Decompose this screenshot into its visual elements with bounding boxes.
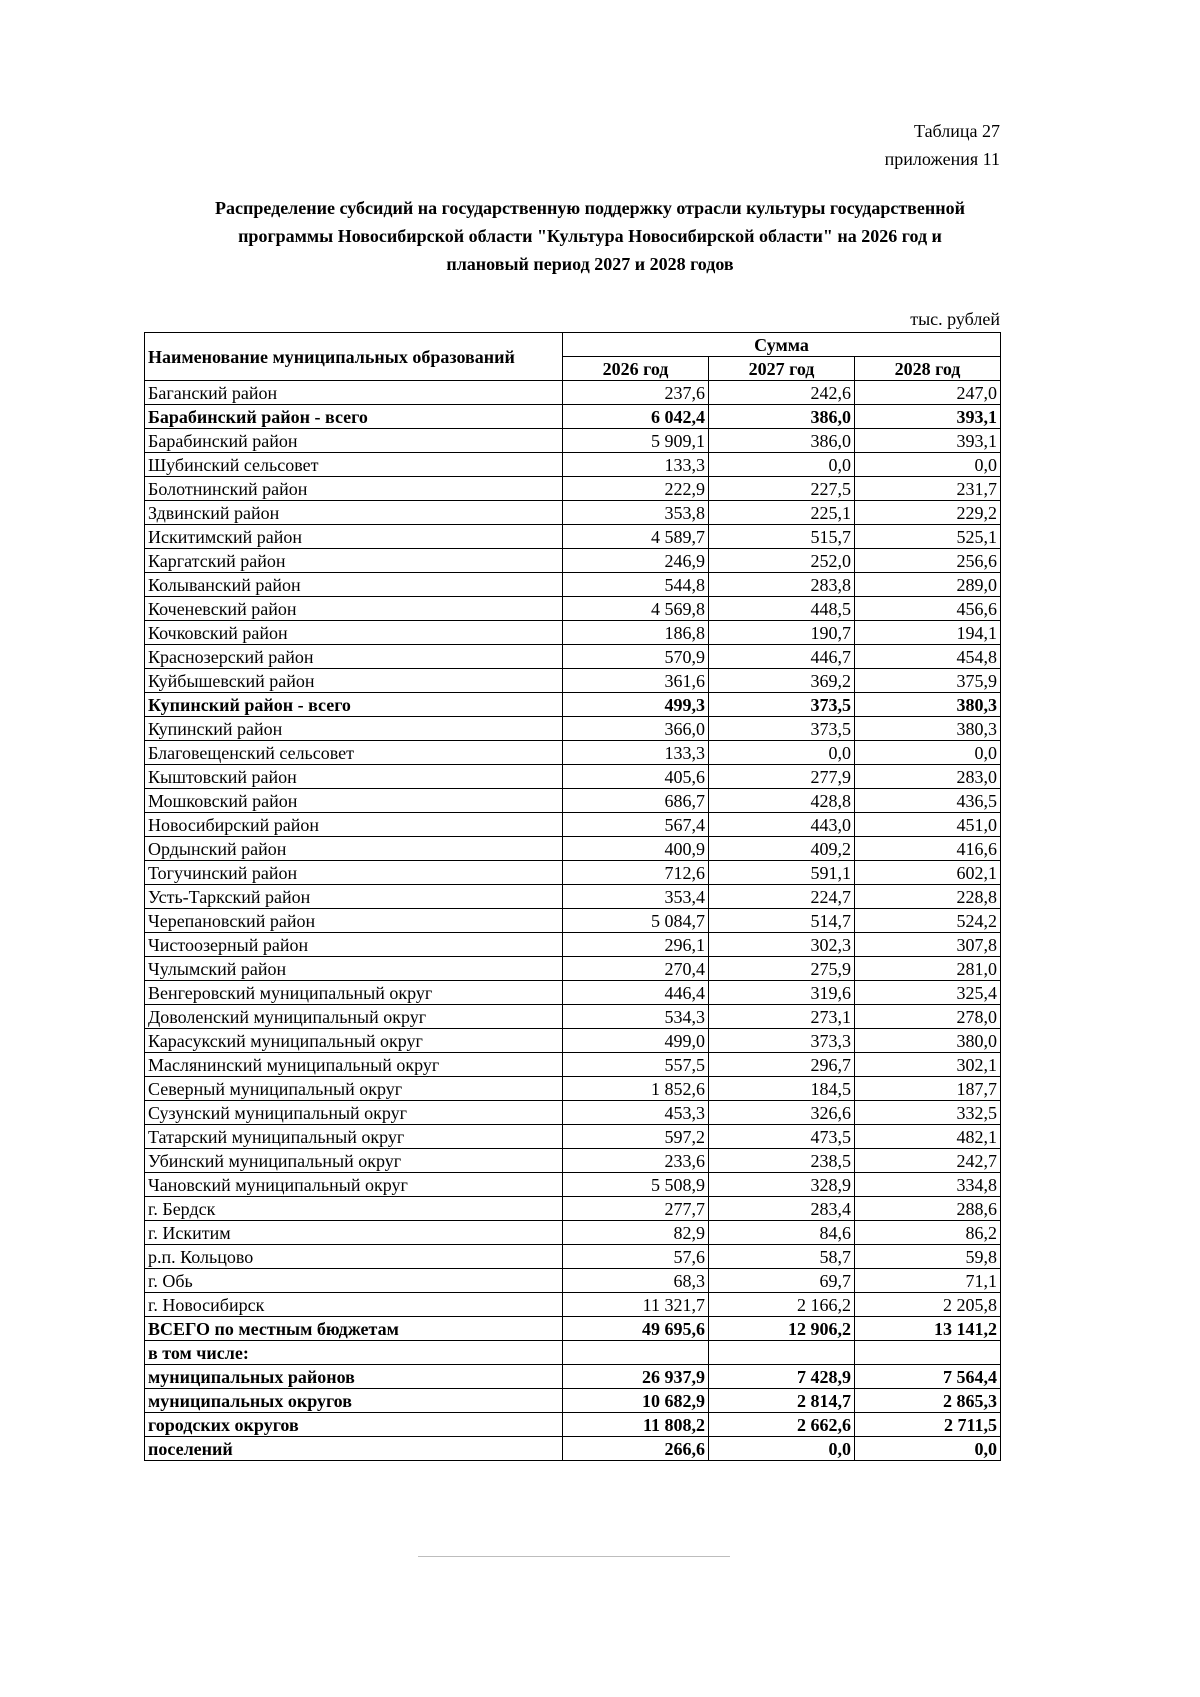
row-value-2027: 84,6 [709, 1221, 855, 1245]
table-row [145, 1149, 1001, 1173]
row-value-2028: 416,6 [855, 837, 1001, 861]
row-value-2026: 6 042,4 [563, 405, 709, 429]
row-name: Куйбышевский район [145, 669, 563, 693]
row-value-2027: 277,9 [709, 765, 855, 789]
row-value-2028: 2 205,8 [855, 1293, 1001, 1317]
table-row [145, 1389, 1001, 1413]
row-value-2028: 71,1 [855, 1269, 1001, 1293]
row-value-2028: 231,7 [855, 477, 1001, 501]
row-value-2026: 353,8 [563, 501, 709, 525]
row-name: ВСЕГО по местным бюджетам [145, 1317, 563, 1341]
row-value-2027: 328,9 [709, 1173, 855, 1197]
row-value-2026: 4 589,7 [563, 525, 709, 549]
row-value-2028: 482,1 [855, 1125, 1001, 1149]
table-row [145, 765, 1001, 789]
row-value-2028: 380,3 [855, 693, 1001, 717]
row-value-2027: 386,0 [709, 405, 855, 429]
row-value-2026: 366,0 [563, 717, 709, 741]
title-line-3: плановый период 2027 и 2028 годов [446, 254, 734, 274]
row-value-2026: 534,3 [563, 1005, 709, 1029]
table-row [145, 1221, 1001, 1245]
table-row [145, 453, 1001, 477]
row-name: Венгеровский муниципальный округ [145, 981, 563, 1005]
row-value-2026: 49 695,6 [563, 1317, 709, 1341]
row-value-2026: 353,4 [563, 885, 709, 909]
table-row [145, 981, 1001, 1005]
table-row [145, 1101, 1001, 1125]
row-name: Чулымский район [145, 957, 563, 981]
row-value-2026: 57,6 [563, 1245, 709, 1269]
row-value-2026: 26 937,9 [563, 1365, 709, 1389]
row-name: Маслянинский муниципальный округ [145, 1053, 563, 1077]
table-row [145, 549, 1001, 573]
row-value-2026: 296,1 [563, 933, 709, 957]
row-value-2026: 270,4 [563, 957, 709, 981]
row-value-2027: 0,0 [709, 453, 855, 477]
row-value-2026: 10 682,9 [563, 1389, 709, 1413]
row-value-2026: 82,9 [563, 1221, 709, 1245]
row-value-2027: 0,0 [709, 741, 855, 765]
row-value-2027: 302,3 [709, 933, 855, 957]
row-value-2028: 325,4 [855, 981, 1001, 1005]
row-name: Доволенский муниципальный округ [145, 1005, 563, 1029]
row-value-2026: 237,6 [563, 381, 709, 405]
row-value-2028: 2 711,5 [855, 1413, 1001, 1437]
row-value-2026: 453,3 [563, 1101, 709, 1125]
row-value-2027: 373,5 [709, 693, 855, 717]
row-value-2026: 4 569,8 [563, 597, 709, 621]
table-row [145, 1245, 1001, 1269]
table-row [145, 597, 1001, 621]
row-value-2028: 332,5 [855, 1101, 1001, 1125]
row-value-2027 [709, 1341, 855, 1365]
table-row [145, 1341, 1001, 1365]
table-row [145, 885, 1001, 909]
row-value-2026: 68,3 [563, 1269, 709, 1293]
row-value-2028: 0,0 [855, 1437, 1001, 1461]
row-value-2028: 456,6 [855, 597, 1001, 621]
row-value-2027: 242,6 [709, 381, 855, 405]
row-value-2028: 228,8 [855, 885, 1001, 909]
row-value-2028: 7 564,4 [855, 1365, 1001, 1389]
row-name: Чистоозерный район [145, 933, 563, 957]
row-value-2028: 242,7 [855, 1149, 1001, 1173]
row-name: Новосибирский район [145, 813, 563, 837]
table-row [145, 1293, 1001, 1317]
table-row [145, 1005, 1001, 1029]
row-value-2027: 369,2 [709, 669, 855, 693]
row-value-2026: 266,6 [563, 1437, 709, 1461]
table-row [145, 525, 1001, 549]
title-line-1: Распределение субсидий на государственную поддержку отрасли культуры государственной [214, 198, 966, 218]
table-row [145, 717, 1001, 741]
table-row [145, 1173, 1001, 1197]
row-name: Благовещенский сельсовет [145, 741, 563, 765]
row-name: Ордынский район [145, 837, 563, 861]
row-name: Барабинский район [145, 429, 563, 453]
row-value-2026: 567,4 [563, 813, 709, 837]
row-value-2027: 386,0 [709, 429, 855, 453]
sum-column-header: Сумма [563, 333, 1001, 357]
year-header-2026: 2026 год [563, 357, 709, 381]
table-row [145, 957, 1001, 981]
row-value-2027: 238,5 [709, 1149, 855, 1173]
row-name: Мошковский район [145, 789, 563, 813]
row-value-2028: 307,8 [855, 933, 1001, 957]
row-value-2027: 319,6 [709, 981, 855, 1005]
row-name: Черепановский район [145, 909, 563, 933]
row-name: Купинский район [145, 717, 563, 741]
row-value-2027: 283,4 [709, 1197, 855, 1221]
row-value-2027: 409,2 [709, 837, 855, 861]
row-value-2027: 446,7 [709, 645, 855, 669]
row-name: г. Искитим [145, 1221, 563, 1245]
row-name: р.п. Кольцово [145, 1245, 563, 1269]
table-row [145, 1029, 1001, 1053]
row-value-2027: 473,5 [709, 1125, 855, 1149]
row-value-2026: 5 084,7 [563, 909, 709, 933]
footer-divider [418, 1556, 730, 1557]
table-row [145, 1317, 1001, 1341]
table-row [145, 813, 1001, 837]
row-value-2028: 334,8 [855, 1173, 1001, 1197]
row-name: Колыванский район [145, 573, 563, 597]
table-row [145, 1053, 1001, 1077]
row-value-2027: 227,5 [709, 477, 855, 501]
row-value-2027: 58,7 [709, 1245, 855, 1269]
row-value-2026: 570,9 [563, 645, 709, 669]
row-value-2026: 499,0 [563, 1029, 709, 1053]
row-value-2027: 224,7 [709, 885, 855, 909]
row-value-2028: 13 141,2 [855, 1317, 1001, 1341]
row-value-2028: 278,0 [855, 1005, 1001, 1029]
row-value-2028: 393,1 [855, 429, 1001, 453]
row-value-2028: 380,3 [855, 717, 1001, 741]
document-title [140, 194, 1040, 278]
row-value-2027: 326,6 [709, 1101, 855, 1125]
row-name: Северный муниципальный округ [145, 1077, 563, 1101]
table-body [145, 381, 1001, 1461]
row-name: Баганский район [145, 381, 563, 405]
subsidy-table [144, 332, 1001, 1461]
row-value-2027: 514,7 [709, 909, 855, 933]
row-name: Кочковский район [145, 621, 563, 645]
row-value-2026: 405,6 [563, 765, 709, 789]
row-value-2028: 247,0 [855, 381, 1001, 405]
row-name: Татарский муниципальный округ [145, 1125, 563, 1149]
row-name: Усть-Таркский район [145, 885, 563, 909]
row-name: Шубинский сельсовет [145, 453, 563, 477]
row-value-2028: 2 865,3 [855, 1389, 1001, 1413]
row-name: Краснозерский район [145, 645, 563, 669]
row-value-2026: 277,7 [563, 1197, 709, 1221]
row-name: г. Новосибирск [145, 1293, 563, 1317]
row-value-2026: 11 321,7 [563, 1293, 709, 1317]
table-row [145, 933, 1001, 957]
row-value-2028: 525,1 [855, 525, 1001, 549]
row-value-2027: 2 814,7 [709, 1389, 855, 1413]
table-row [145, 837, 1001, 861]
table-row [145, 1269, 1001, 1293]
row-value-2026: 222,9 [563, 477, 709, 501]
row-name: Барабинский район - всего [145, 405, 563, 429]
year-header-2027: 2027 год [709, 357, 855, 381]
row-name: Искитимский район [145, 525, 563, 549]
row-value-2027: 373,5 [709, 717, 855, 741]
row-value-2026: 133,3 [563, 453, 709, 477]
row-value-2027: 12 906,2 [709, 1317, 855, 1341]
row-value-2028: 229,2 [855, 501, 1001, 525]
row-value-2027: 275,9 [709, 957, 855, 981]
table-row [145, 573, 1001, 597]
row-value-2026: 544,8 [563, 573, 709, 597]
row-value-2027: 2 662,6 [709, 1413, 855, 1437]
row-name: г. Обь [145, 1269, 563, 1293]
row-value-2028: 302,1 [855, 1053, 1001, 1077]
row-value-2026: 400,9 [563, 837, 709, 861]
table-row [145, 861, 1001, 885]
table-row [145, 789, 1001, 813]
row-name: Здвинский район [145, 501, 563, 525]
row-value-2027: 296,7 [709, 1053, 855, 1077]
table-row [145, 501, 1001, 525]
name-column-header: Наименование муниципальных образований [145, 333, 563, 381]
row-value-2028: 524,2 [855, 909, 1001, 933]
row-value-2026: 557,5 [563, 1053, 709, 1077]
row-value-2028: 0,0 [855, 453, 1001, 477]
table-row [145, 669, 1001, 693]
row-name: в том числе: [145, 1341, 563, 1365]
row-value-2028: 256,6 [855, 549, 1001, 573]
table-number: Таблица 27 [914, 121, 1000, 141]
table-row [145, 381, 1001, 405]
row-name: муниципальных округов [145, 1389, 563, 1413]
row-value-2026: 133,3 [563, 741, 709, 765]
table-row [145, 1125, 1001, 1149]
row-name: поселений [145, 1437, 563, 1461]
row-name: Убинский муниципальный округ [145, 1149, 563, 1173]
row-value-2026: 11 808,2 [563, 1413, 709, 1437]
table-row [145, 693, 1001, 717]
table-row [145, 1197, 1001, 1221]
row-value-2027: 448,5 [709, 597, 855, 621]
row-value-2028: 436,5 [855, 789, 1001, 813]
row-name: Купинский район - всего [145, 693, 563, 717]
row-value-2028: 289,0 [855, 573, 1001, 597]
row-value-2028: 375,9 [855, 669, 1001, 693]
row-name: Сузунский муниципальный округ [145, 1101, 563, 1125]
table-row [145, 1365, 1001, 1389]
row-value-2027: 252,0 [709, 549, 855, 573]
table-row [145, 405, 1001, 429]
row-value-2028: 288,6 [855, 1197, 1001, 1221]
row-value-2027: 273,1 [709, 1005, 855, 1029]
row-value-2028: 602,1 [855, 861, 1001, 885]
table-row [145, 1413, 1001, 1437]
table-row [145, 621, 1001, 645]
units-label: тыс. рублей [910, 309, 1000, 329]
row-value-2027: 373,3 [709, 1029, 855, 1053]
table-row [145, 909, 1001, 933]
row-value-2026: 246,9 [563, 549, 709, 573]
row-name: Тогучинский район [145, 861, 563, 885]
row-value-2028: 281,0 [855, 957, 1001, 981]
row-value-2027: 283,8 [709, 573, 855, 597]
row-value-2026: 233,6 [563, 1149, 709, 1173]
row-value-2027: 225,1 [709, 501, 855, 525]
title-line-2: программы Новосибирской области "Культура Новосибирской области" на 2026 год и [238, 226, 942, 246]
row-value-2028: 86,2 [855, 1221, 1001, 1245]
row-name: городских округов [145, 1413, 563, 1437]
year-header-2028: 2028 год [855, 357, 1001, 381]
row-value-2028: 0,0 [855, 741, 1001, 765]
row-name: г. Бердск [145, 1197, 563, 1221]
table-row [145, 429, 1001, 453]
row-name: Каргатский район [145, 549, 563, 573]
row-value-2027: 591,1 [709, 861, 855, 885]
row-value-2027: 515,7 [709, 525, 855, 549]
row-value-2027: 184,5 [709, 1077, 855, 1101]
row-value-2028: 59,8 [855, 1245, 1001, 1269]
row-value-2027: 69,7 [709, 1269, 855, 1293]
row-name: Болотнинский район [145, 477, 563, 501]
row-value-2026: 186,8 [563, 621, 709, 645]
row-value-2026: 446,4 [563, 981, 709, 1005]
appendix-label: приложения 11 [884, 149, 1000, 169]
row-name: Кыштовский район [145, 765, 563, 789]
row-value-2026: 5 909,1 [563, 429, 709, 453]
table-row [145, 1437, 1001, 1461]
row-value-2026: 1 852,6 [563, 1077, 709, 1101]
row-name: Коченевский район [145, 597, 563, 621]
row-value-2026: 5 508,9 [563, 1173, 709, 1197]
row-value-2028: 393,1 [855, 405, 1001, 429]
row-value-2026: 597,2 [563, 1125, 709, 1149]
row-value-2026: 712,6 [563, 861, 709, 885]
table-row [145, 477, 1001, 501]
row-name: Чановский муниципальный округ [145, 1173, 563, 1197]
row-value-2028: 194,1 [855, 621, 1001, 645]
row-value-2027: 7 428,9 [709, 1365, 855, 1389]
row-value-2026: 361,6 [563, 669, 709, 693]
row-value-2026: 686,7 [563, 789, 709, 813]
row-value-2027: 443,0 [709, 813, 855, 837]
table-row [145, 741, 1001, 765]
row-value-2028: 454,8 [855, 645, 1001, 669]
row-value-2028: 187,7 [855, 1077, 1001, 1101]
row-value-2027: 0,0 [709, 1437, 855, 1461]
table-row [145, 1077, 1001, 1101]
row-value-2027: 2 166,2 [709, 1293, 855, 1317]
row-name: муниципальных районов [145, 1365, 563, 1389]
row-value-2027: 190,7 [709, 621, 855, 645]
row-value-2026 [563, 1341, 709, 1365]
row-value-2026: 499,3 [563, 693, 709, 717]
row-name: Карасукский муниципальный округ [145, 1029, 563, 1053]
row-value-2028: 283,0 [855, 765, 1001, 789]
row-value-2028: 380,0 [855, 1029, 1001, 1053]
table-row [145, 645, 1001, 669]
row-value-2028: 451,0 [855, 813, 1001, 837]
row-value-2027: 428,8 [709, 789, 855, 813]
row-value-2028 [855, 1341, 1001, 1365]
